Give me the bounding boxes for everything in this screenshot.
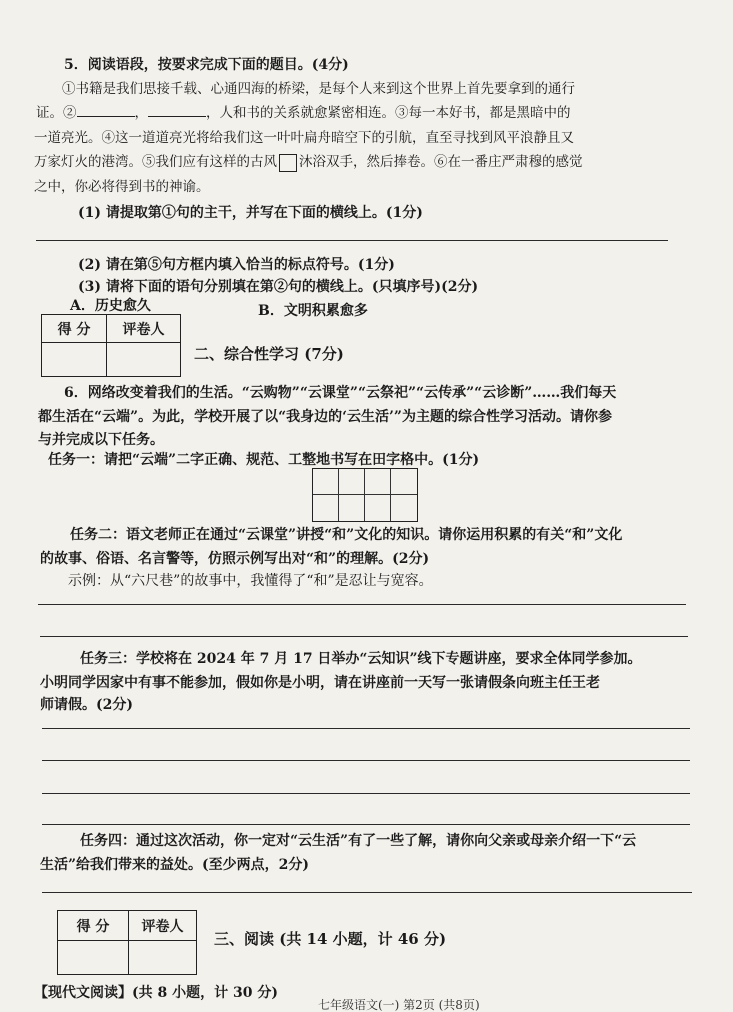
q5-sub2: (2) 请在第⑤句方框内填入恰当的标点符号。(1分) bbox=[78, 257, 395, 273]
tianzige-grid[interactable] bbox=[312, 468, 418, 522]
answer-line[interactable] bbox=[42, 824, 690, 825]
q6-intro-line1: 6．网络改变着我们的生活。“云购物”“云课堂”“云祭祀”“云传承”“云诊断”……我们每天 bbox=[64, 385, 617, 401]
q5-line2-comma: ， bbox=[134, 105, 148, 121]
q5-title: 5．阅读语段，按要求完成下面的题目。(4分) bbox=[64, 57, 349, 73]
q5-passage-line5: 之中，你必将得到书的神谕。 bbox=[34, 179, 210, 195]
answer-line[interactable] bbox=[42, 892, 692, 893]
modern-reading-title: 【现代文阅读】(共 8 小题，计 30 分) bbox=[34, 985, 278, 1001]
answer-line[interactable] bbox=[42, 760, 690, 761]
q6-task1: 任务一：请把“云端”二字正确、规范、工整地书写在田字格中。(1分) bbox=[48, 452, 480, 468]
score-table-2 bbox=[57, 910, 197, 975]
q5-blank-2[interactable] bbox=[148, 104, 206, 117]
reviewer-cell[interactable] bbox=[129, 941, 197, 975]
answer-line[interactable] bbox=[42, 793, 690, 794]
score-cell[interactable] bbox=[42, 343, 107, 377]
punctuation-box[interactable] bbox=[279, 154, 297, 172]
q5-passage-line2 bbox=[36, 104, 571, 122]
score-label: 得 分 bbox=[58, 911, 129, 941]
q6-task2-line2: 的故事、俗语、名言警等，仿照示例写出对“和”的理解。(2分) bbox=[40, 551, 430, 567]
answer-line[interactable] bbox=[40, 636, 688, 637]
reviewer-cell[interactable] bbox=[107, 343, 181, 377]
section2-title: 二、综合性学习 (7分) bbox=[194, 345, 344, 363]
q5-line2-start: 证。② bbox=[36, 105, 77, 121]
reviewer-label: 评卷人 bbox=[107, 315, 181, 343]
score-cell[interactable] bbox=[58, 941, 129, 975]
q5-line4-start: 万家灯火的港湾。⑤我们应有这样的古风 bbox=[34, 154, 277, 170]
answer-line[interactable] bbox=[38, 604, 686, 605]
q6-task3-line1: 任务三：学校将在 2024 年 7 月 17 日举办“云知识”线下专题讲座，要求全体同学参加。 bbox=[80, 651, 642, 667]
q6-task4-line2: 生活”给我们带来的益处。(至少两点，2分) bbox=[40, 857, 310, 873]
page-footer: 七年级语文(一) 第2页 (共8页) bbox=[318, 998, 480, 1012]
reviewer-label: 评卷人 bbox=[129, 911, 197, 941]
q5-option-a: A．历史愈久 bbox=[70, 298, 151, 314]
q5-option-b: B．文明积累愈多 bbox=[258, 303, 368, 319]
q5-line2-end: ，人和书的关系就愈紧密相连。③每一本好书，都是黑暗中的 bbox=[206, 105, 571, 121]
q5-sub3: (3) 请将下面的语句分别填在第②句的横线上。(只填序号)(2分) bbox=[78, 279, 479, 295]
section3-title: 三、阅读 (共 14 小题，计 46 分) bbox=[214, 930, 447, 948]
q5-blank-1[interactable] bbox=[77, 104, 135, 117]
q5-passage-line3: 一道亮光。④这一道道亮光将给我们这一叶叶扁舟暗空下的引航，直至寻找到风平浪静且又 bbox=[34, 130, 574, 146]
q6-example: 示例：从“六尺巷”的故事中，我懂得了“和”是忍让与宽容。 bbox=[68, 573, 433, 589]
q5-passage-line4 bbox=[34, 153, 583, 172]
q5-sub1: (1) 请提取第①句的主干，并写在下面的横线上。(1分) bbox=[78, 205, 423, 221]
q6-task3-line2: 小明同学因家中有事不能参加，假如你是小明，请在讲座前一天写一张请假条向班主任王老 bbox=[40, 675, 600, 691]
score-label: 得 分 bbox=[42, 315, 107, 343]
score-table-1 bbox=[41, 314, 181, 377]
answer-line[interactable] bbox=[42, 728, 690, 729]
q5-passage-line1: ①书籍是我们思接千载、心通四海的桥梁，是每个人来到这个世界上首先要拿到的通行 bbox=[62, 81, 575, 97]
q6-intro-line3: 与并完成以下任务。 bbox=[38, 432, 164, 448]
q6-task4-line1: 任务四：通过这次活动，你一定对“云生活”有了一些了解，请你向父亲或母亲介绍一下“云 bbox=[80, 833, 637, 849]
answer-line[interactable] bbox=[36, 240, 668, 241]
q6-intro-line2: 都生活在“云端”。为此，学校开展了以“我身边的‘云生活’”为主题的综合性学习活动。请你参 bbox=[38, 409, 612, 425]
q5-line4-end: 沐浴双手，然后捧卷。⑥在一番庄严肃穆的感觉 bbox=[299, 154, 583, 170]
q6-task2-line1: 任务二：语文老师正在通过“云课堂”讲授“和”文化的知识。请你运用积累的有关“和”文化 bbox=[70, 527, 623, 543]
q6-task3-line3: 师请假。(2分) bbox=[40, 697, 133, 713]
